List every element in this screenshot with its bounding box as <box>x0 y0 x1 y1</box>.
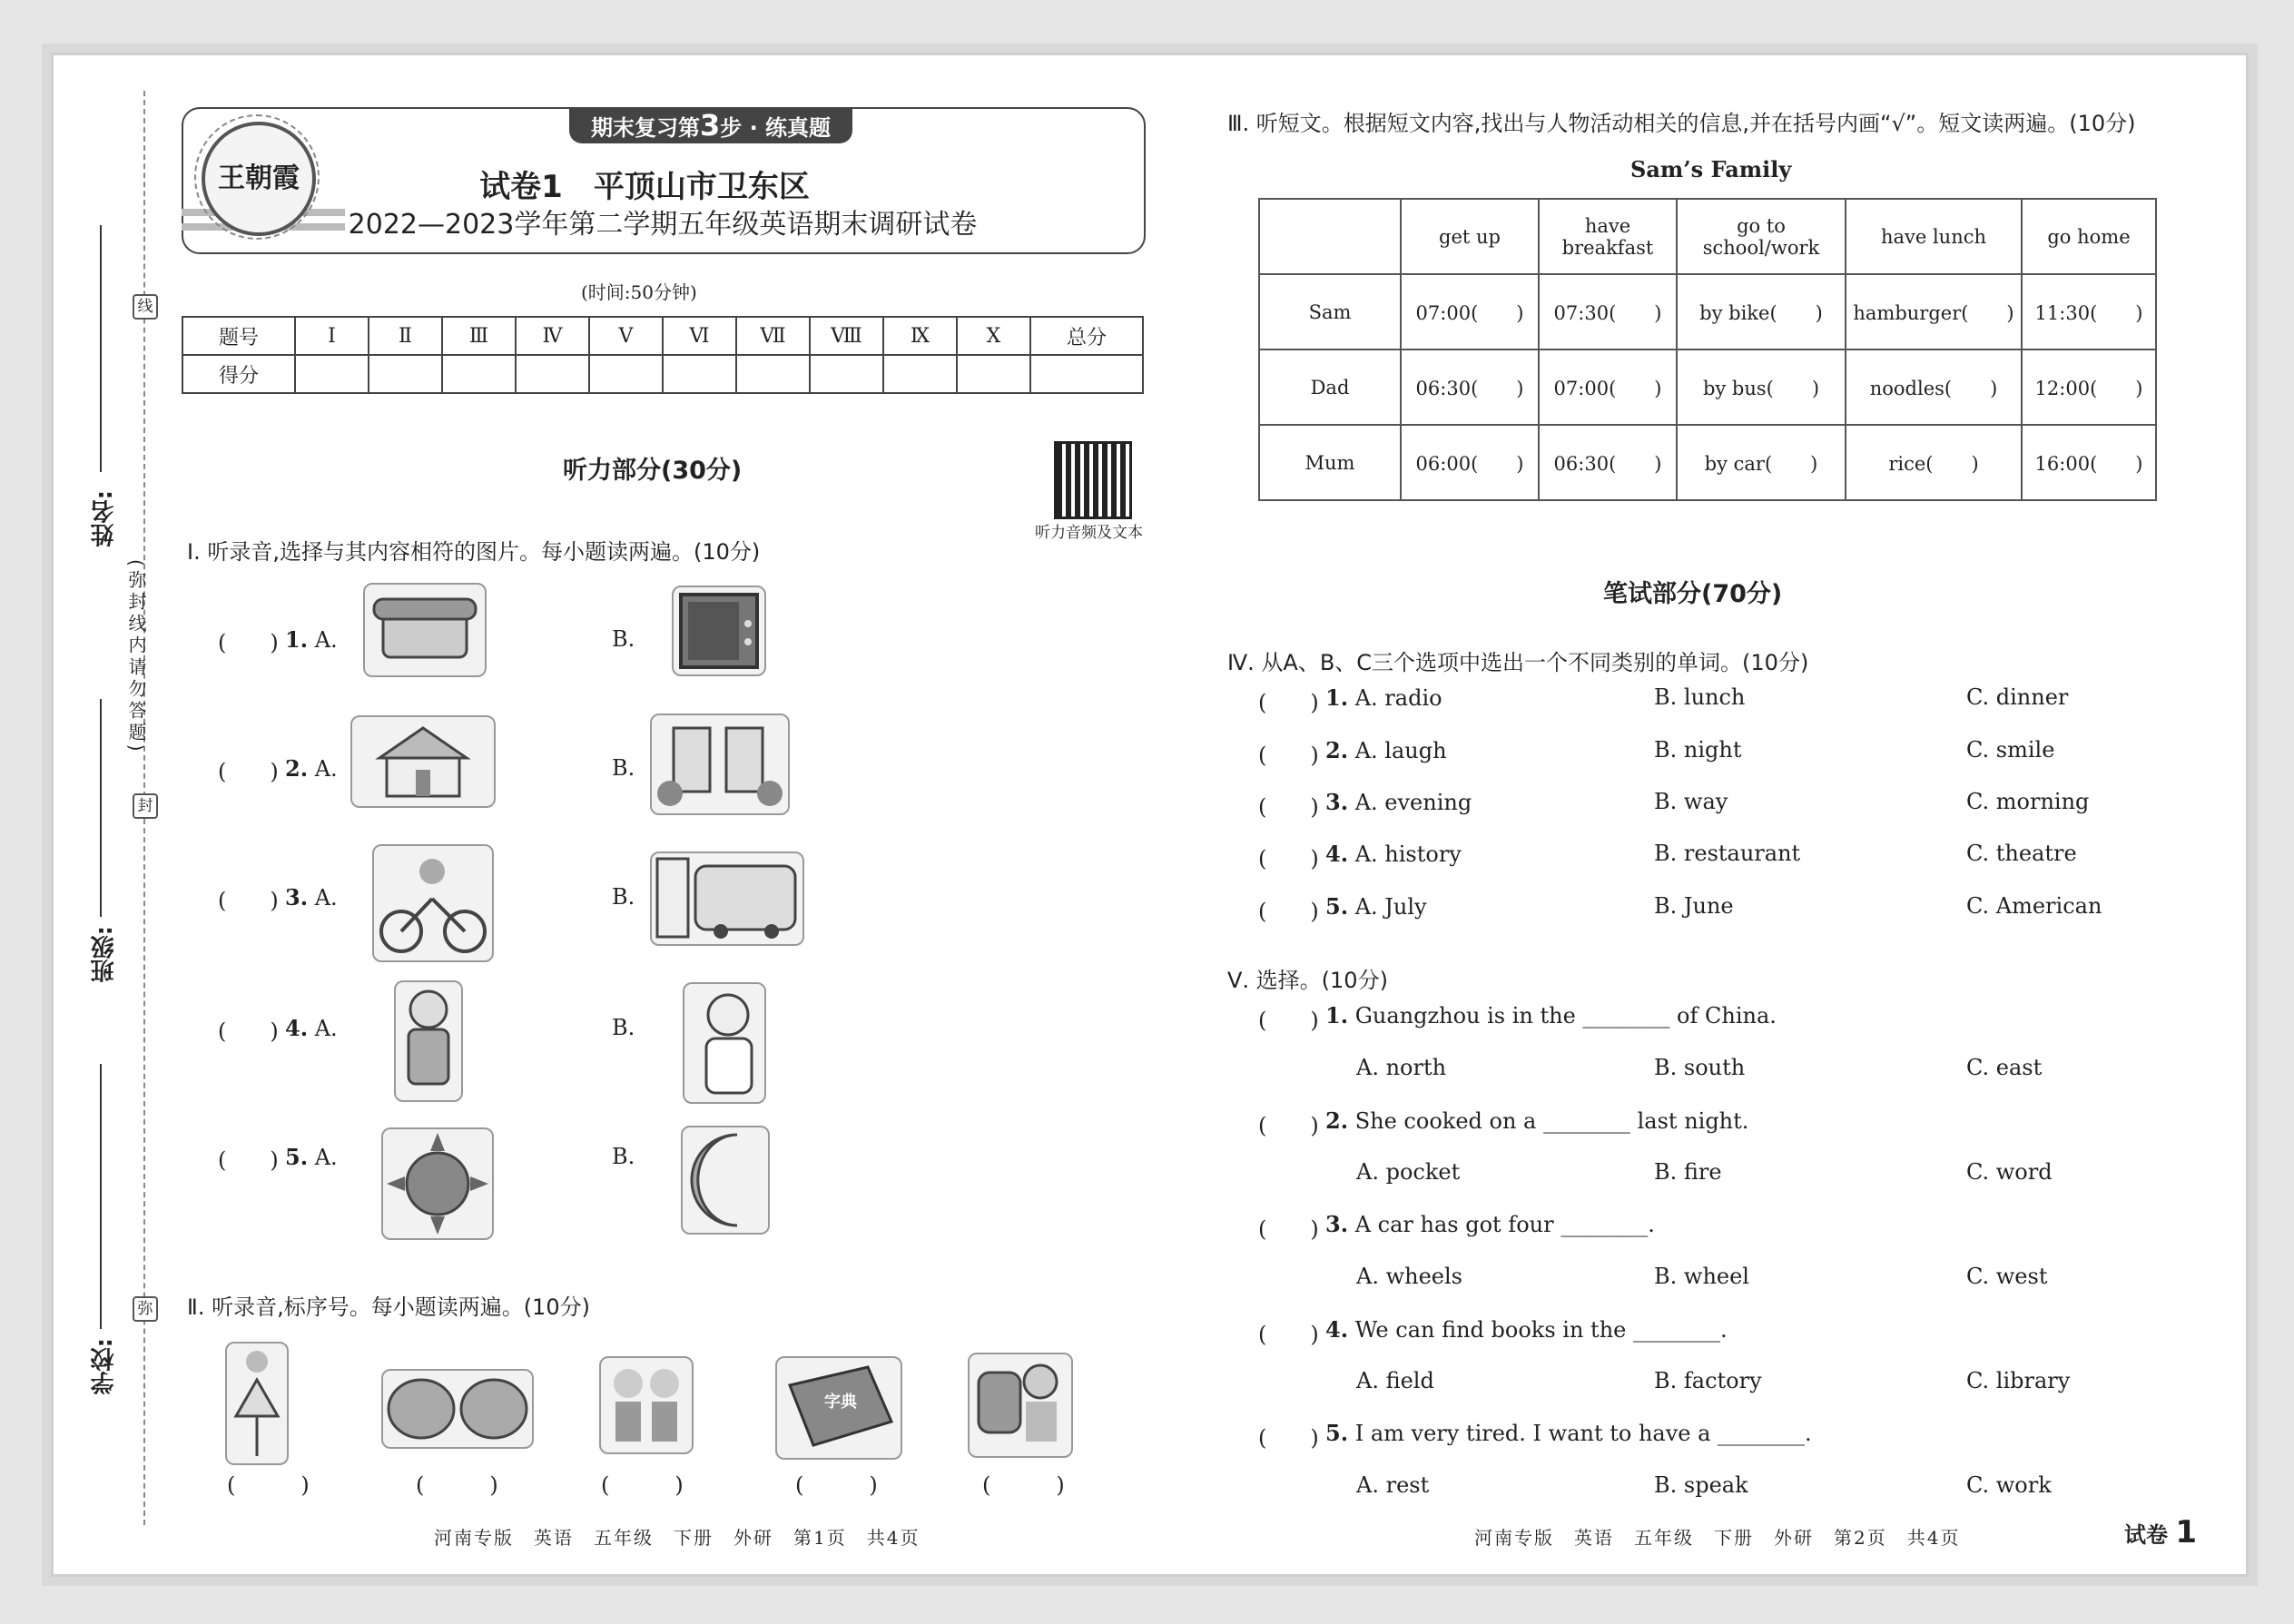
listening-title: 听力部分(30分) <box>563 457 743 485</box>
table-header-cell: have lunch <box>1846 199 2022 274</box>
hamburger-icon <box>383 1371 532 1447</box>
option-c: C. dinner <box>1966 684 2069 710</box>
section-5-title: Ⅴ. 选择。(10分) <box>1227 968 1388 993</box>
paren-left: ( <box>227 1472 236 1498</box>
score-table-header-row <box>182 317 1143 355</box>
paren-left: ( <box>416 1472 425 1498</box>
buildings-icon <box>652 715 788 813</box>
option-b: B. lunch <box>1654 684 1746 710</box>
option-a: A. radio <box>1354 685 1442 711</box>
buildings-picture <box>650 714 790 815</box>
option-b: B. wheel <box>1654 1264 1749 1289</box>
telephone-icon <box>365 585 485 675</box>
house-icon <box>352 717 494 806</box>
answer-blank[interactable]: ( ) <box>1258 846 1319 871</box>
table-cell[interactable]: by bus( ) <box>1677 349 1846 425</box>
table-cell-person: Mum <box>1259 425 1401 500</box>
option-a-label: A. <box>314 1016 338 1041</box>
section-1-title: Ⅰ. 听录音,选择与其内容相符的图片。每小题读两遍。(10分) <box>187 539 761 565</box>
order-blank[interactable] <box>982 1467 1065 1499</box>
hamburgers-picture <box>381 1369 534 1449</box>
item-number: 1. <box>285 626 309 653</box>
item-number: 4. <box>285 1015 309 1041</box>
table-cell[interactable]: by bike( ) <box>1677 274 1846 349</box>
option-c: C. west <box>1966 1264 2048 1289</box>
option-b-label: B. <box>612 1144 635 1169</box>
writing-title: 笔试部分(70分) <box>1603 580 1783 608</box>
option-b-label: B. <box>612 626 635 652</box>
table-cell[interactable]: 11:30( ) <box>2022 274 2156 349</box>
score-col: Ⅷ <box>810 317 883 355</box>
score-total-col: 总分 <box>1030 317 1143 355</box>
item-number: 3. <box>285 884 309 910</box>
dancer-picture <box>225 1342 289 1465</box>
table-cell[interactable]: 06:30( ) <box>1539 425 1677 500</box>
item-number: 2. <box>1325 737 1349 763</box>
footer-right: 河南专版 英语 五年级 下册 外研 第2页 共4页 <box>1474 1527 1961 1549</box>
paren-right: ) <box>1056 1472 1065 1498</box>
table-cell[interactable]: 07:30( ) <box>1539 274 1677 349</box>
score-table <box>182 316 1144 394</box>
item-number: 2. <box>1325 1107 1349 1134</box>
answer-blank[interactable]: ( ) <box>218 1147 279 1173</box>
exam-subtitle: 2022—2023学年第二学期五年级英语期末调研试卷 <box>348 209 978 241</box>
doctor-picture <box>683 982 766 1104</box>
table-row <box>1259 349 2156 425</box>
option-a: A. field <box>1356 1368 1434 1393</box>
bus-stop-picture <box>650 851 804 946</box>
option-c: C. theatre <box>1966 841 2077 866</box>
item-number: 1. <box>1325 684 1349 711</box>
option-b: B. night <box>1654 737 1742 763</box>
score-cell[interactable] <box>1030 355 1143 393</box>
backpacker-icon <box>970 1354 1071 1456</box>
bus-icon <box>652 853 802 944</box>
answer-blank[interactable]: ( ) <box>1258 794 1319 820</box>
table-cell[interactable]: hamburger( ) <box>1846 274 2022 349</box>
option-a: A. wheels <box>1356 1264 1462 1289</box>
question-text: A car has got four ________. <box>1354 1212 1655 1237</box>
seal-char-seal: 封 <box>133 793 158 819</box>
paren-right: ) <box>489 1472 498 1498</box>
paren-left: ( <box>795 1472 804 1498</box>
item-number: 2. <box>285 755 309 782</box>
score-col: Ⅹ <box>957 317 1030 355</box>
option-b: B. June <box>1654 893 1734 919</box>
section-4-title: Ⅳ. 从A、B、C三个选项中选出一个不同类别的单词。(10分) <box>1227 650 1809 675</box>
score-col: Ⅸ <box>883 317 957 355</box>
score-cell[interactable] <box>663 355 736 393</box>
score-cell[interactable] <box>516 355 589 393</box>
option-b-label: B. <box>612 755 635 781</box>
answer-blank[interactable]: ( ) <box>1258 743 1319 768</box>
option-b: B. restaurant <box>1654 841 1801 866</box>
item-number: 1. <box>1325 1002 1349 1029</box>
item-number: 4. <box>1325 1316 1349 1343</box>
dictionary-label: 字典 <box>824 1393 857 1412</box>
option-a: A. rest <box>1356 1472 1430 1498</box>
paren-left: ( <box>982 1472 991 1498</box>
worker-picture <box>394 980 463 1102</box>
option-b: B. speak <box>1654 1472 1748 1498</box>
exam-title: 试卷1 平顶山市卫东区 <box>479 169 810 205</box>
class-label: 班级: <box>91 926 118 983</box>
school-label: 学校: <box>91 1338 118 1395</box>
backpacker-picture <box>968 1353 1073 1458</box>
paren-left: ( <box>601 1472 610 1498</box>
worker-icon <box>396 982 461 1100</box>
score-col: Ⅱ <box>369 317 442 355</box>
answer-blank[interactable]: ( ) <box>1258 690 1319 715</box>
option-c: C. work <box>1966 1472 2052 1498</box>
option-b: B. fire <box>1654 1159 1722 1185</box>
score-row-label: 得分 <box>182 355 295 393</box>
paren-right: ) <box>674 1472 684 1498</box>
exam-badge-number: 1 <box>2175 1514 2198 1550</box>
score-cell[interactable] <box>883 355 957 393</box>
option-c: C. American <box>1966 893 2102 919</box>
paren-right: ) <box>869 1472 878 1498</box>
answer-blank[interactable]: ( ) <box>1258 899 1319 924</box>
bicycle-picture <box>372 844 494 962</box>
score-cell[interactable] <box>736 355 810 393</box>
option-b-label: B. <box>612 884 635 910</box>
table-cell[interactable]: 16:00( ) <box>2022 425 2156 500</box>
dictionary-picture <box>775 1356 902 1460</box>
table-cell[interactable]: 07:00( ) <box>1539 349 1677 425</box>
option-b: B. way <box>1654 789 1728 814</box>
order-blank[interactable] <box>601 1467 684 1499</box>
score-col: Ⅴ <box>589 317 663 355</box>
children-icon <box>601 1358 692 1452</box>
order-blank[interactable] <box>416 1467 498 1499</box>
answer-blank[interactable]: ( ) <box>1258 1008 1319 1033</box>
score-col: Ⅵ <box>663 317 736 355</box>
answer-blank[interactable]: ( ) <box>218 759 279 784</box>
item-number: 5. <box>1325 1420 1349 1446</box>
bicycle-icon <box>374 846 492 960</box>
score-cell[interactable] <box>369 355 442 393</box>
section-2-title: Ⅱ. 听录音,标序号。每小题读两遍。(10分) <box>187 1294 590 1320</box>
qr-caption: 听力音频及文本 <box>1035 524 1143 542</box>
option-c: C. word <box>1966 1159 2053 1185</box>
table-row <box>1259 274 2156 349</box>
option-a: A. history <box>1354 842 1462 867</box>
table-header-cell: have breakfast <box>1539 199 1677 274</box>
table-header-cell: get up <box>1401 199 1539 274</box>
table-row <box>1259 425 2156 500</box>
option-a-label: A. <box>314 885 338 910</box>
table-header-row <box>1259 199 2156 274</box>
answer-blank[interactable]: ( ) <box>1258 1113 1319 1138</box>
telephone-picture <box>363 583 487 677</box>
option-c: C. smile <box>1966 737 2055 763</box>
exam-badge <box>2124 1514 2197 1550</box>
step-banner-pre: 期末复习第 <box>590 115 700 141</box>
step-number: 3 <box>699 108 721 143</box>
time-note: (时间:50分钟) <box>581 281 697 303</box>
score-cell[interactable] <box>810 355 883 393</box>
score-cell[interactable] <box>957 355 1030 393</box>
item-number: 4. <box>1325 841 1349 867</box>
footer-left: 河南专版 英语 五年级 下册 外研 第1页 共4页 <box>434 1527 921 1549</box>
television-picture <box>672 586 766 676</box>
item-number: 5. <box>285 1144 309 1170</box>
score-cell[interactable] <box>589 355 663 393</box>
sun-picture <box>381 1127 494 1240</box>
class-write-line[interactable] <box>100 699 102 917</box>
option-a-label: A. <box>314 627 338 653</box>
question-text: She cooked on a ________ last night. <box>1354 1108 1749 1134</box>
table-title: Sam’s Family <box>1630 156 1792 182</box>
table-cell[interactable]: 06:30( ) <box>1401 349 1539 425</box>
school-write-line[interactable] <box>100 1064 102 1329</box>
option-a: A. north <box>1356 1055 1447 1080</box>
item-number: 3. <box>1325 1211 1349 1237</box>
score-cell[interactable] <box>442 355 516 393</box>
house-picture <box>350 715 496 808</box>
section-3-title: Ⅲ. 听短文。根据短文内容,找出与人物活动相关的信息,并在括号内画“√”。短文读两遍。(10分) <box>1227 111 2136 136</box>
answer-blank[interactable]: ( ) <box>218 1019 279 1044</box>
option-a: A. July <box>1354 894 1427 920</box>
table-cell-person: Dad <box>1259 349 1401 425</box>
qr-code-icon[interactable] <box>1054 441 1132 519</box>
table-cell[interactable]: rice( ) <box>1846 425 2022 500</box>
dancer-icon <box>227 1343 287 1463</box>
seal-char-line: 线 <box>133 294 158 320</box>
score-cell[interactable] <box>295 355 369 393</box>
margin-note: (弥封线内请勿答题) <box>125 559 147 755</box>
answer-blank[interactable]: ( ) <box>218 630 279 655</box>
step-banner-post: 步 · 练真题 <box>720 115 832 141</box>
table-header-cell <box>1259 199 1401 274</box>
score-col: Ⅰ <box>295 317 369 355</box>
children-picture <box>599 1356 694 1454</box>
order-blank[interactable] <box>227 1467 310 1499</box>
score-col: Ⅳ <box>516 317 589 355</box>
question-text: I am very tired. I want to have a ________. <box>1354 1421 1812 1446</box>
score-row-label: 题号 <box>182 317 295 355</box>
seal-char-mi: 弥 <box>133 1296 158 1322</box>
exam-badge-text: 试卷 <box>2124 1522 2168 1548</box>
table-cell[interactable]: noodles( ) <box>1846 349 2022 425</box>
score-table-score-row <box>182 355 1143 393</box>
sams-family-table <box>1258 198 2157 501</box>
name-label: 姓名: <box>91 490 118 547</box>
option-a-label: A. <box>314 756 338 782</box>
option-b-label: B. <box>612 1015 635 1040</box>
table-cell[interactable]: by car( ) <box>1677 425 1846 500</box>
table-cell-person: Sam <box>1259 274 1401 349</box>
item-number: 5. <box>1325 893 1349 920</box>
option-a: A. evening <box>1354 790 1472 815</box>
question-text: Guangzhou is in the ________ of China. <box>1354 1003 1777 1029</box>
sun-icon <box>383 1129 492 1238</box>
name-write-line[interactable] <box>100 225 102 472</box>
score-col: Ⅶ <box>736 317 810 355</box>
question-text: We can find books in the ________. <box>1354 1317 1728 1343</box>
answer-blank[interactable]: ( ) <box>1258 1216 1319 1242</box>
score-col: Ⅲ <box>442 317 516 355</box>
table-cell[interactable]: 07:00( ) <box>1401 274 1539 349</box>
answer-blank[interactable]: ( ) <box>218 888 279 913</box>
paren-right: ) <box>300 1472 310 1498</box>
option-a-label: A. <box>314 1145 338 1170</box>
order-blank[interactable] <box>795 1467 878 1499</box>
table-header-cell: go to school/work <box>1677 199 1846 274</box>
answer-blank[interactable]: ( ) <box>1258 1425 1319 1451</box>
step-banner <box>569 107 852 143</box>
moon-picture <box>681 1126 770 1235</box>
option-a: A. laugh <box>1354 738 1447 763</box>
moon-icon <box>683 1127 768 1233</box>
brand-logo: 王朝霞 <box>202 122 316 236</box>
option-c: C. east <box>1966 1055 2043 1080</box>
answer-blank[interactable]: ( ) <box>1258 1322 1319 1347</box>
table-cell[interactable]: 12:00( ) <box>2022 349 2156 425</box>
option-a: A. pocket <box>1356 1159 1461 1185</box>
option-b: B. factory <box>1654 1368 1762 1393</box>
option-c: C. library <box>1966 1368 2071 1393</box>
doctor-icon <box>684 984 764 1102</box>
table-cell[interactable]: 06:00( ) <box>1401 425 1539 500</box>
television-icon <box>674 587 764 674</box>
option-b: B. south <box>1654 1055 1746 1080</box>
item-number: 3. <box>1325 789 1349 815</box>
option-c: C. morning <box>1966 789 2090 814</box>
table-header-cell: go home <box>2022 199 2156 274</box>
